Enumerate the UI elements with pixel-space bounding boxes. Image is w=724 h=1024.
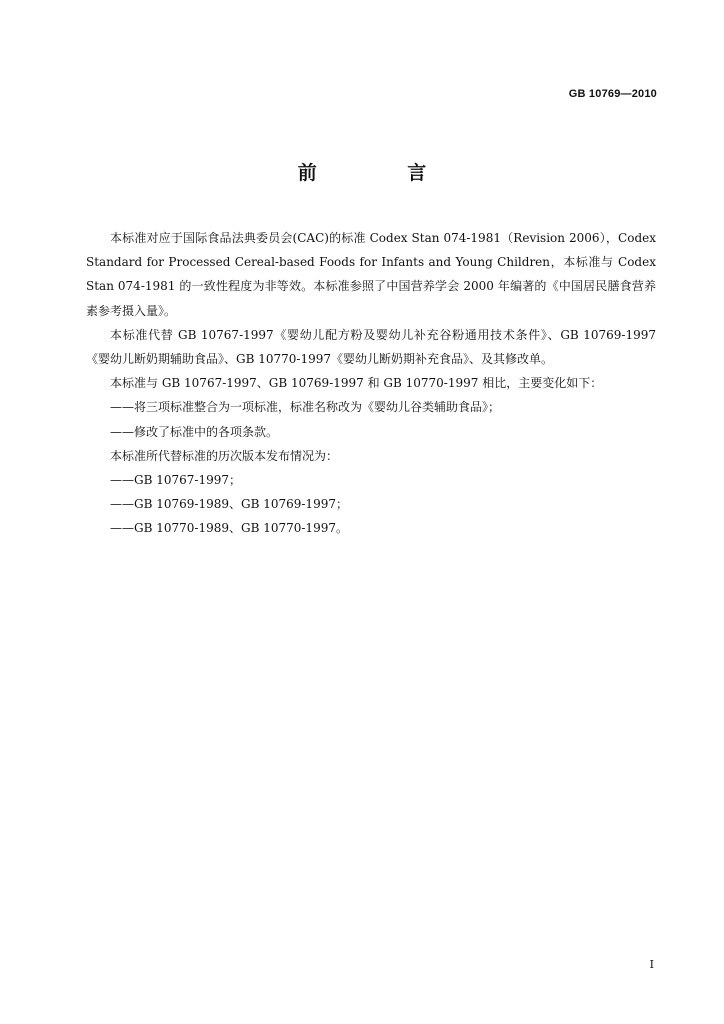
list-item-change-2: ——修改了标准中的各项条款。 (110, 424, 279, 439)
paragraph-replacement: 本标准代替 GB 10767-1997《婴幼儿配方粉及婴幼儿补充谷粉通用技术条件》、GB 10769-1997《婴幼儿断奶期辅助食品》、GB 10770-1997《婴幼儿断奶期补充食品》、及其修改单。 (86, 327, 656, 367)
standard-code: GB 10769—2010 (568, 88, 657, 100)
paragraph-changes-intro: 本标准与 GB 10767-1997、GB 10769-1997 和 GB 10770-1997 相比，主要变化如下： (110, 376, 603, 391)
paragraph-correspondence: 本标准对应于国际食品法典委员会(CAC)的标准 Codex Stan 074-1981（Revision 2006），Codex Standard for Processed Cereal-based Foods for Infants and Young Children，本标准与 Codex Stan 074-1981 的一致性程度为非等效。本标准参照了中国营养学会 2000 年编著的《中国居民膳食营养素参考摄入量》。 (86, 231, 656, 318)
foreword-body (86, 226, 656, 541)
list-item-change-1: ——将三项标准整合为一项标准，标准名称改为《婴幼儿谷类辅助食品》； (110, 400, 501, 415)
page-number: I (649, 958, 654, 971)
paragraph-history-intro: 本标准所代替标准的历次版本发布情况为： (110, 448, 339, 463)
list-item-history-3: ——GB 10770-1989、GB 10770-1997。 (110, 521, 348, 536)
page-title: 前 言 (297, 162, 469, 184)
list-item-history-2: ——GB 10769-1989、GB 10769-1997； (110, 497, 348, 512)
list-item-history-1: ——GB 10767-1997； (110, 473, 241, 488)
